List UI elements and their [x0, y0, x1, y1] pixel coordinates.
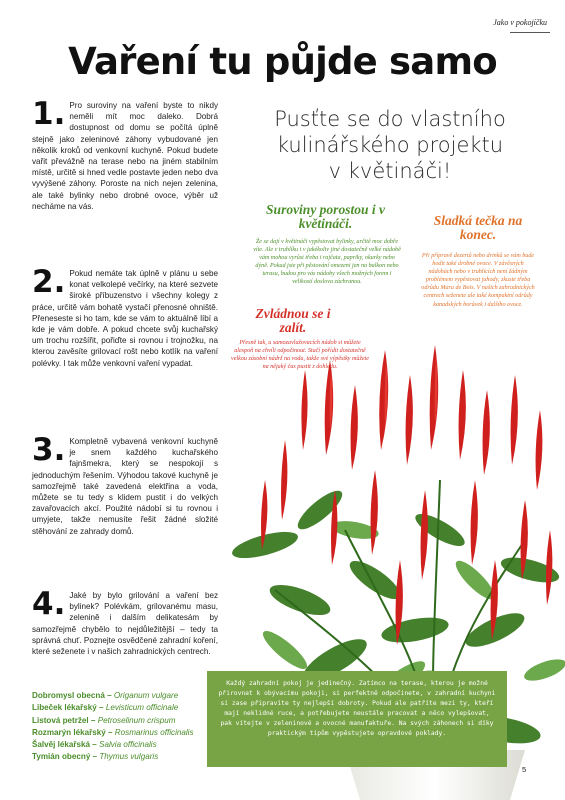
orange-tip-title: Sladká tečka na konec.: [433, 213, 523, 242]
summary-text: Každý zahradní pokoj je jedinečný. Zatímco na terase, kterou je možné přirovnat k obývacímu pokoji, si perfektně odpočinete, v zahradní kuchyni si zase připravíte ty nejlepší dobroty. Pokud ale patříte mezi ty, kteří mají neklidné ruce, a potřebujete neustále pracovat a něco vylepšovat, pak vítejte v zeleninové a ovocné manufaktuře. Na svých záhonech si díky praktickým tipům vypěstujete opravdové poklady.: [218, 680, 496, 738]
headline-line: kulinářského projektu: [276, 133, 504, 157]
running-head: Jako v pokojíčku: [493, 18, 547, 27]
list-item: Šalvěj lékařská – Salvia officinalis: [32, 740, 157, 750]
list-item: Libeček lékařský – Levisticum officinale: [32, 703, 179, 713]
step-number: 1.: [32, 96, 66, 132]
page-title: Vaření tu půjde samo: [68, 40, 497, 83]
orange-tip-text: Při přípravě dezertů nebo drinků se vám bude hodit také drobné ovoce. V závěsných nádobách nebo v truhlících není žádným problémem vypěstovat jahody, zkuste třeba odrůdu Mara de Bois. V našich zahradnických centrech seženete ale také kompaktní odrůdy kanadských borůvek i dalšího ovoce.: [421, 253, 535, 308]
summary-box: [207, 671, 507, 767]
step-3: [32, 432, 218, 537]
step-1: [32, 96, 218, 212]
page-number: 5: [522, 765, 527, 774]
red-tip-title: Zvládnou se i zalít.: [255, 306, 331, 335]
step-number: 2.: [32, 264, 66, 300]
step-number: 3.: [32, 432, 66, 468]
green-tip-title: Suroviny porostou i v květináči.: [266, 202, 385, 231]
step-4: [32, 586, 218, 657]
headline-line: v květináči!: [328, 159, 452, 183]
step-number: 4.: [32, 586, 66, 622]
list-item: Rozmarýn lékařský – Rosmarinus officinalis: [32, 727, 194, 737]
step-2: [32, 264, 218, 369]
step-text: Pokud nemáte tak úplně v plánu u sebe konat velkolepé večírky, na které sezvete široké příbuzenstvo i všechny kolegy z práce, určitě vám bohatě vystačí přenosné ohniště. Přeneseste si ho tam, kde se vám to aktuálně líbí a kde je vám dobře. A pokud chcete svůj kuchařský um trochu rozšířit, pořiďte si rovnou i trojnožku, na kterou zavěsíte grilovací rošt nebo kotlík na vaření polévky. I tak může venkovní vaření vypadat.: [32, 269, 218, 368]
headline: [240, 106, 540, 184]
headline-line: Pusťte se do vlastního: [274, 107, 506, 131]
green-tip-text: Že se dají v květináči vypěstovat bylinky, určitě moc dobře víte. Ale v truhlíku i v jakékoliv jiné dostatečně velké nádobě vám mohou vyrůst třeba i rajčata, papriky, okurky nebo dýně. Pokud jste při pěstování omezeni jen na balkon nebo terasu, budou pro vás nádoby všech možných forem i velikostí doslova záchranou.: [253, 239, 401, 286]
list-item: Tymián obecný – Thymus vulgaris: [32, 752, 159, 762]
step-text: Jaké by bylo grilování a vaření bez bylinek? Polévkám, grilovanému masu, zelenině i dalším delikatesám by samozřejmě chybělo to nejdůležitější – tedy ta správná chuť. Poznejte osvědčené zahradní koření, které seženete i v našich zahradnických centrech.: [32, 591, 218, 657]
herb-list: [32, 690, 232, 764]
list-item: Dobromysl obecná – Origanum vulgare: [32, 691, 179, 700]
step-text: Pro suroviny na vaření byste to nikdy neměli mít moc daleko. Dobrá dostupnost od domu se počítá úplně stejně jako zeleninové záhony vybudované jen několik kroků od venkovní kuchyně. Pokud budete vařit převážně na terase nebo na jiném stabilním místě, určitě si hned vedle postavte jeden nebo dva vyvýšené záhony. Poroste na nich nejen zelenina, ale také bylinky nebo drobné ovoce, výběr už necháme na vás.: [32, 101, 218, 211]
running-head-rule: [510, 32, 550, 33]
step-text: Kompletně vybavená venkovní kuchyně je snem každého kuchařského fajnšmekra, který se nespokojí s jednoduchým řešením. Výhodou takové kuchyně je samozřejmě také zavedená elektřina a voda, můžete se tu tedy s klidem pustit i do velkých zavařovacích akcí. Použité nádobí si tu rovnou i umyjete, takže nemusíte řešit žádné složité stěhování ze zahrady domů.: [32, 437, 218, 536]
list-item: Listová petržel – Petroselinum crispum: [32, 715, 176, 725]
red-tip-text: Přesně tak, u samozavlažovacích nádob si můžete alespoň na chvíli odpočinout. Stačí pořídit dostatečně velkou zásobní nádrž na vodu, takže své výpěstky můžete na nějaký čas pustit z dohledu.: [231, 340, 369, 371]
